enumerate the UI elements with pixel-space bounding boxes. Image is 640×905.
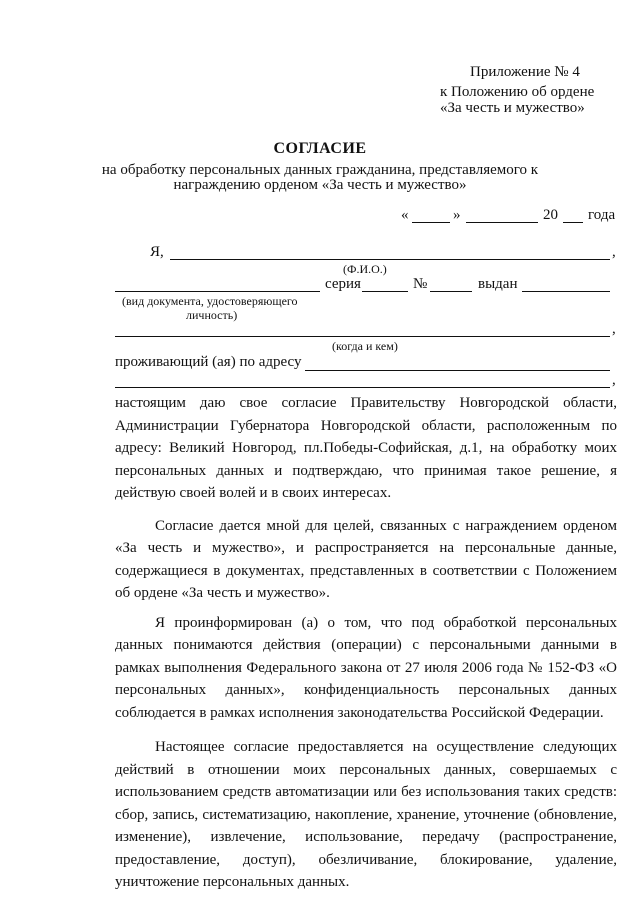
paragraph-consent: настоящим даю свое согласие Правительству Новгородской области, Администрации Губернатора Новгородской области, расположенным по адресу: Великий Новгород, пл.Победы-Софийская, д.1, на обработку моих персональных данных и подтверждаю, что принимая такое решение, я действую своей волей и в своих интересах. [115, 395, 617, 501]
date-year-suffix: года [588, 207, 616, 223]
document-title: СОГЛАСИЕ [273, 140, 367, 157]
paragraph-informed: Я проинформирован (а) о том, что под обработкой персональных данных понимаются действия (операции) с персональными данными в рамках выполнения Федерального закона от 27 июля 2006 года № 152-ФЗ «О персональных данных», конфиденциальность персональных данных соблюдается в рамках исполнения законодательства Российской Федерации. [115, 614, 617, 721]
number-label: № [413, 276, 428, 292]
fio-comma: , [612, 244, 616, 260]
issued-field[interactable] [522, 291, 610, 292]
appendix-number: Приложение № 4 [470, 64, 580, 80]
i-label: Я, [150, 244, 164, 260]
date-open-quote: « [401, 207, 409, 223]
date-year-field[interactable] [563, 222, 583, 223]
fio-field[interactable] [170, 259, 610, 260]
series-label: серия [325, 276, 361, 292]
doc-caption-line-2: личность) [186, 308, 238, 322]
series-field[interactable] [362, 291, 408, 292]
doc-type-field[interactable] [115, 291, 320, 292]
document-subtitle-line-2: награждению орденом «За честь и мужество» [173, 177, 467, 193]
issued-by-comma: , [612, 321, 616, 337]
fio-caption: (Ф.И.О.) [343, 262, 387, 276]
date-close-quote: » [453, 207, 461, 223]
consent-body [115, 392, 617, 894]
number-field[interactable] [430, 291, 472, 292]
appendix-reference: к Положению об ордене [440, 84, 595, 100]
date-day-field[interactable] [412, 222, 450, 223]
when-caption: (когда и кем) [332, 339, 398, 353]
address-label: проживающий (ая) по адресу [115, 354, 302, 370]
address-field[interactable] [305, 370, 610, 371]
paragraph-purpose: Согласие дается мной для целей, связанных с награждением орденом «За честь и мужество», и распространяется на персональные данные, содержащиеся в документах, представленных в соответствии с Положением об ордене «За честь и мужество». [115, 517, 617, 601]
paragraph-actions: Настоящее согласие предоставляется на осуществление следующих действий в отношении моих персональных данных, совершаемых с использованием средств автоматизации или без использования таких средств: сбор, запись, систематизацию, накопление, хранение, уточнение (обновление, изменение), извлечение, использование, передачу (распространение, предоставление, доступ), обезличивание, блокирование, удаление, уничтожение персональных данных. [115, 739, 617, 890]
address-field-2[interactable] [115, 387, 610, 388]
doc-caption-line-1: (вид документа, удостоверяющего [122, 294, 298, 308]
issued-label: выдан [478, 276, 518, 292]
order-name: «За честь и мужество» [440, 100, 585, 116]
date-month-field[interactable] [466, 222, 538, 223]
address-comma: , [612, 372, 616, 388]
issued-by-field[interactable] [115, 336, 610, 337]
document-subtitle-line-1: на обработку персональных данных гражданина, представляемого к [101, 162, 539, 178]
date-year-prefix: 20 [543, 207, 558, 223]
